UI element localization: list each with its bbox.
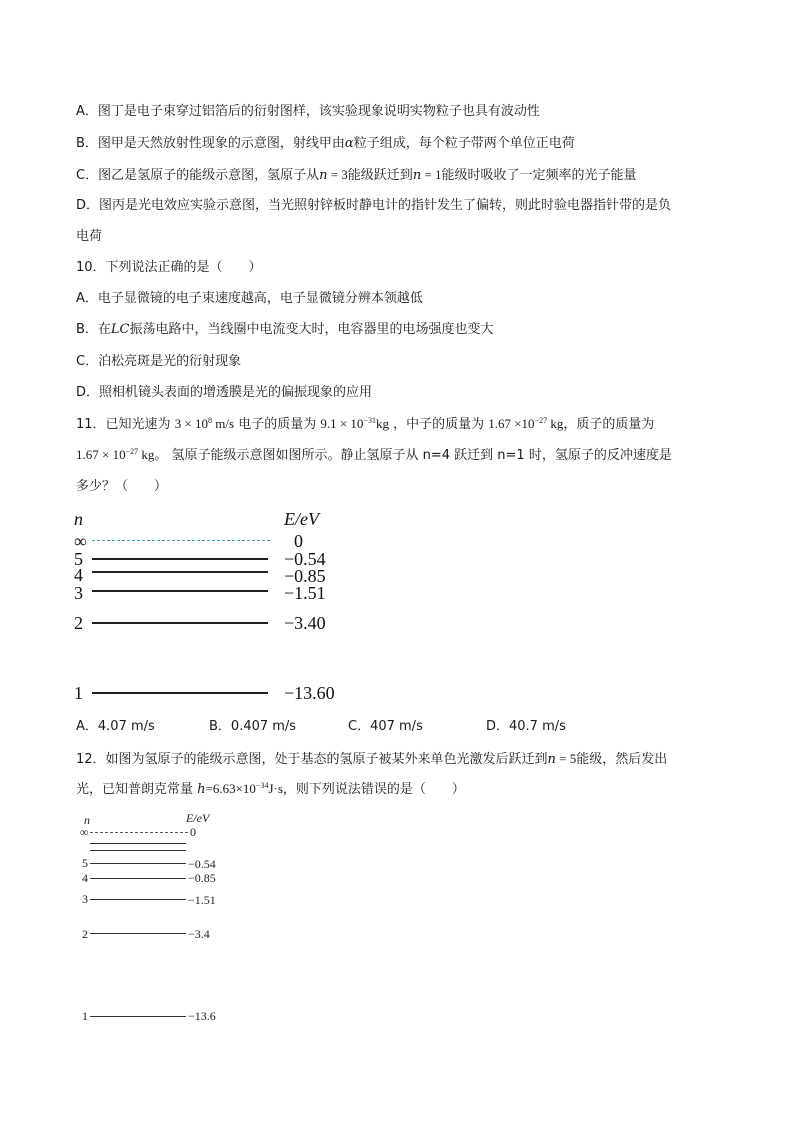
- planck-unit: J·s: [268, 781, 283, 796]
- q9-option-d-line1: D．图丙是光电效应实验示意图，当光照射锌板时静电计的指针发生了偏转，则此时验电器指针带的是负: [76, 198, 672, 213]
- q10-option-c: C．泊松亮斑是光的衍射现象: [76, 354, 242, 369]
- q12-text: 12．如图为氢原子的能级示意图，处于基态的氢原子被某外来单色光激发后跃迁到: [76, 752, 548, 767]
- level-energy-label: −3.40: [284, 613, 326, 633]
- q9-option-b-text: B．图甲是天然放射性现象的示意图，射线甲由: [76, 136, 345, 151]
- level-line-high: [90, 843, 186, 844]
- n-axis-label: n: [84, 813, 90, 827]
- q10-stem: 10．下列说法正确的是（ ）: [76, 260, 262, 275]
- level-line-5: [90, 863, 186, 864]
- level-line-3: [92, 590, 268, 592]
- level-n-label: 5: [82, 856, 88, 870]
- light-speed-exponent: 8: [208, 416, 213, 425]
- level-n-label: 2: [74, 613, 83, 633]
- q12-text: ，则下列说法错误的是（ ）: [282, 782, 465, 797]
- n-symbol: n: [319, 168, 328, 183]
- level-energy-label: 0: [190, 825, 196, 839]
- level-line-4: [90, 878, 186, 879]
- q9-option-b: [76, 135, 575, 153]
- planck-symbol: h: [197, 782, 206, 797]
- level-energy-label: −1.51: [188, 893, 216, 907]
- q9-option-c: [76, 166, 637, 185]
- level-line-infinity: [90, 832, 188, 833]
- level-energy-label: −0.54: [188, 857, 216, 871]
- neutron-mass-value: 1.67 ×10: [488, 416, 535, 431]
- q11-stem-line2: [76, 446, 672, 465]
- q12-text: 光，已知普朗克常量: [76, 782, 198, 797]
- level-line-high: [90, 850, 186, 851]
- level-n-label: 2: [82, 927, 88, 941]
- lc-symbol: LC: [110, 322, 130, 337]
- level-energy-label: −0.54: [284, 549, 326, 569]
- q9-option-c-tail: 能级时吸收了一定频率的光子能量: [441, 168, 637, 183]
- alpha-symbol: α: [344, 136, 354, 151]
- level-line-5: [92, 558, 268, 560]
- level-energy-label: −13.6: [188, 1009, 216, 1023]
- n-axis-label: n: [74, 509, 83, 529]
- level-energy-label: −0.85: [284, 566, 326, 586]
- q11-stem-line1: [76, 415, 654, 434]
- level-energy-label: −3.4: [188, 927, 210, 941]
- q10-option-a: A．电子显微镜的电子束速度越高，电子显微镜分辨本领越低: [76, 291, 423, 306]
- level-line-1: [90, 1016, 186, 1017]
- q9-option-d-line2: 电荷: [76, 229, 103, 244]
- level-line-2: [90, 933, 186, 934]
- level-n-label: 5: [74, 549, 83, 569]
- q11-text: 11．已知光速为: [76, 417, 175, 432]
- level-energy-label: −0.85: [188, 871, 216, 885]
- q10-option-d: D．照相机镜头表面的增透膜是光的偏振现象的应用: [76, 385, 373, 400]
- light-speed-unit: m/s: [212, 416, 235, 431]
- level-n-label: 4: [74, 565, 83, 585]
- n-symbol: n: [547, 752, 556, 767]
- q10-option-b-text: B．在: [76, 322, 111, 337]
- q12-text: 能级，然后发出: [576, 752, 668, 767]
- q9-option-a: A．图丁是电子束穿过铝箔后的衍射图样，该实验现象说明实物粒子也具有波动性: [76, 104, 540, 119]
- energy-axis-label: E/eV: [186, 811, 210, 825]
- q9-option-c-text: C．图乙是氢原子的能级示意图，氢原子从: [76, 168, 320, 183]
- q11-option-c: C．407 m/s: [348, 719, 423, 734]
- n-symbol: n: [412, 168, 422, 183]
- level-energy-label: −1.51: [284, 583, 326, 603]
- electron-mass-exponent: −31: [363, 416, 376, 425]
- q12-stem-line2: [76, 780, 465, 799]
- q10-option-b-tail: 振荡电路中，当线圈中电流变大时，电容器里的电场强度也变大: [129, 322, 494, 337]
- proton-mass-exponent: −27: [125, 447, 139, 456]
- q9-option-b-tail: 粒子组成，每个粒子带两个单位正电荷: [353, 136, 575, 151]
- q11-text: 电子的质量为: [234, 417, 321, 432]
- electron-mass-value: 9.1 × 10: [320, 416, 364, 431]
- q11-text: ，中子的质量为: [388, 417, 489, 432]
- electron-mass-unit: kg: [375, 416, 389, 431]
- planck-value: =6.63×10: [205, 781, 256, 796]
- q9-option-c-mid: 能级跃迁到: [347, 168, 413, 183]
- level-n-label: 4: [82, 871, 88, 885]
- level-n-label: 3: [74, 583, 83, 603]
- level-energy-label: −13.60: [284, 683, 335, 703]
- energy-axis-label: E/eV: [284, 509, 319, 529]
- level-line-4: [92, 571, 268, 573]
- level-line-2: [92, 622, 268, 624]
- level-energy-label: 0: [294, 531, 303, 551]
- planck-exponent: −34: [255, 781, 269, 790]
- level-n-label: 1: [74, 683, 83, 703]
- level-line-infinity: [92, 540, 270, 541]
- level-n-label: ∞: [80, 825, 89, 839]
- q10-option-b: [76, 321, 494, 339]
- proton-mass-unit: kg: [138, 447, 155, 462]
- q11-option-a: A．4.07 m/s: [76, 719, 155, 734]
- q11-option-d: D．40.7 m/s: [486, 719, 566, 734]
- proton-mass-value: 1.67 × 10: [76, 447, 126, 462]
- neutron-mass-unit: kg: [547, 416, 564, 431]
- neutron-mass-exponent: −27: [534, 416, 548, 425]
- q11-option-b: B．0.407 m/s: [209, 719, 297, 734]
- q11-stem-line3: 多少？（ ）: [76, 479, 168, 494]
- n-value: = 5: [555, 751, 577, 766]
- level-line-3: [90, 899, 186, 900]
- energy-level-diagram-1: [70, 508, 340, 704]
- level-n-label: 3: [82, 892, 88, 906]
- n-value: = 1: [421, 167, 442, 182]
- light-speed-value: 3 × 10: [174, 416, 209, 431]
- level-n-label: ∞: [74, 531, 87, 551]
- level-line-1: [92, 692, 268, 694]
- n-value: = 3: [327, 167, 348, 182]
- q11-text: ，质子的质量为: [563, 417, 655, 432]
- q12-stem-line1: [76, 750, 667, 769]
- q11-text: 。 氢原子能级示意图如图所示。静止氢原子从 n=4 跃迁到 n=1 时，氢原子的反冲速度是: [154, 448, 672, 463]
- level-n-label: 1: [82, 1009, 88, 1023]
- energy-level-diagram-2: [78, 812, 248, 1027]
